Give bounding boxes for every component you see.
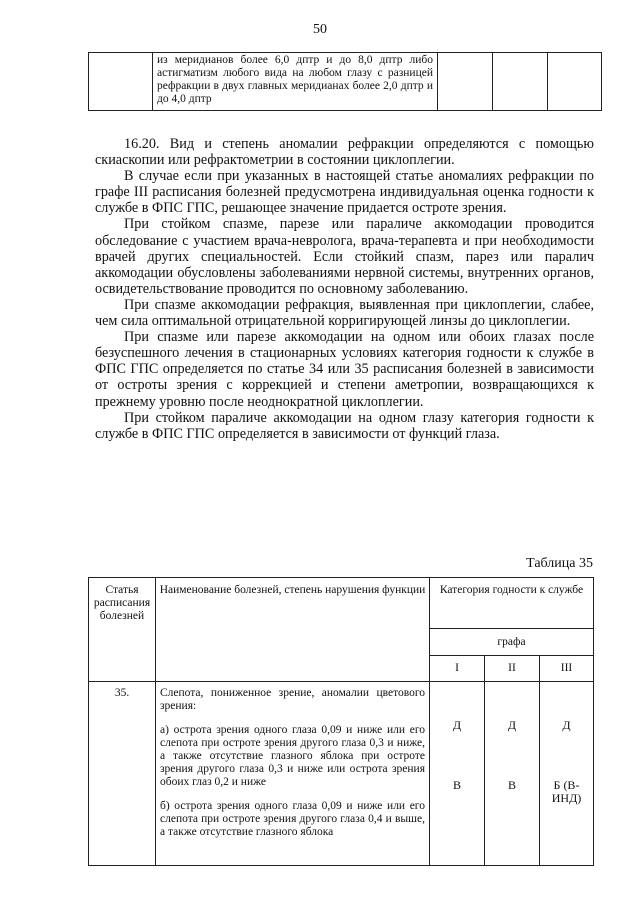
paragraph: В случае если при указанных в настоящей статье аномалиях рефракции по графе III расписания болезней предусмотрена индивидуальная оценка годности к службе в ФПС ГПС, решающее значение придается остроте зрения. (95, 168, 594, 217)
disease-title: Слепота, пониженное зрение, аномалии цветового зрения: (160, 687, 425, 712)
disease-description-cell (156, 682, 430, 866)
category-col-2-cell (485, 682, 540, 866)
paragraph: При стойком параличе аккомодации на одном глазу категория годности к службе в ФПС ГПС определяется в зависимости от функций глаза. (95, 409, 594, 442)
body-text (95, 136, 594, 442)
continuation-col-1 (438, 53, 493, 111)
table-label: Таблица 35 (526, 556, 593, 571)
paragraph: При стойком спазме, парезе или параличе аккомодации проводится обследование с участием врача-невролога, врача-терапевта и при необходимости врачей других специальностей. Если стойкий спазм, парез или паралич аккомодации обусловлены заболеваниями нервной системы, внутренних органов, освидетельствование проводится по основному заболеванию. (95, 216, 594, 297)
paragraph: При спазме или парезе аккомодации на одном или обоих глазах после безуспешного лечения в стационарных условиях категория годности к службе в ФПС ГПС определяется по статье 34 или 35 расписания болезней в зависимости от остроты зрения с коррекцией и степени аметропии, возвращающихся к прежнему уровню после неоднократной циклоплегии. (95, 329, 594, 410)
continuation-col-3 (548, 53, 602, 111)
continuation-table (88, 52, 602, 111)
header-col-1: I (430, 656, 485, 682)
item-a-cat-2: Д (507, 718, 517, 732)
header-col-2: II (485, 656, 540, 682)
item-a-cat-3: Д (562, 718, 571, 732)
item-b-cat-3: Б (В-ИНД) (551, 778, 582, 805)
category-col-1-cell (430, 682, 485, 866)
item-a-cat-1: Д (452, 718, 462, 732)
paragraph-1620: 16.20. Вид и степень аномалии рефракции определяются с помощью скиаскопии или рефрактометрии в состоянии циклоплегии. (95, 136, 594, 169)
header-category-text: Категория годности к службе (439, 584, 584, 596)
item-b-cat-1: В (452, 778, 461, 792)
continuation-article-cell (89, 53, 153, 111)
item-b-text: б) острота зрения одного глаза 0,09 и ниже или его слепота при остроте зрения другого глаза 0,4 и выше, а также отсутствие глазного яблока (160, 800, 425, 838)
continuation-col-2 (493, 53, 548, 111)
header-article (89, 578, 156, 682)
header-disease-text: Наименование болезней, степень нарушения функции (159, 584, 426, 596)
table-35 (88, 577, 594, 866)
category-col-3-cell (540, 682, 594, 866)
header-col-3: III (540, 656, 594, 682)
header-category (430, 578, 594, 629)
page-number: 50 (313, 22, 327, 37)
header-column-text: графа (497, 635, 526, 648)
item-a-text: а) острота зрения одного глаза 0,09 и ниже или его слепота при остроте зрения другого глаза 0,3 и ниже, а также отсутствие глазного яблока при остроте зрения другого глаза 0,3 и ниже или острота зрения обоих глаз 0,2 и ниже (160, 724, 425, 788)
article-number-cell (89, 682, 156, 866)
header-disease (156, 578, 430, 682)
header-column (430, 629, 594, 656)
header-article-text: Статья расписания болезней (93, 584, 151, 622)
article-number: 35. (114, 687, 130, 699)
paragraph: При спазме аккомодации рефракция, выявленная при циклоплегии, слабее, чем сила оптимальной отрицательной корригирующей линзы до циклоплегии. (95, 296, 594, 330)
item-b-cat-2: В (507, 778, 516, 792)
continuation-description: из меридианов более 6,0 дптр и до 8,0 дптр либо астигматизм любого вида на любом глазу с разницей рефракции в двух главных меридианах более 2,0 дптр и до 4,0 дптр (153, 53, 438, 111)
